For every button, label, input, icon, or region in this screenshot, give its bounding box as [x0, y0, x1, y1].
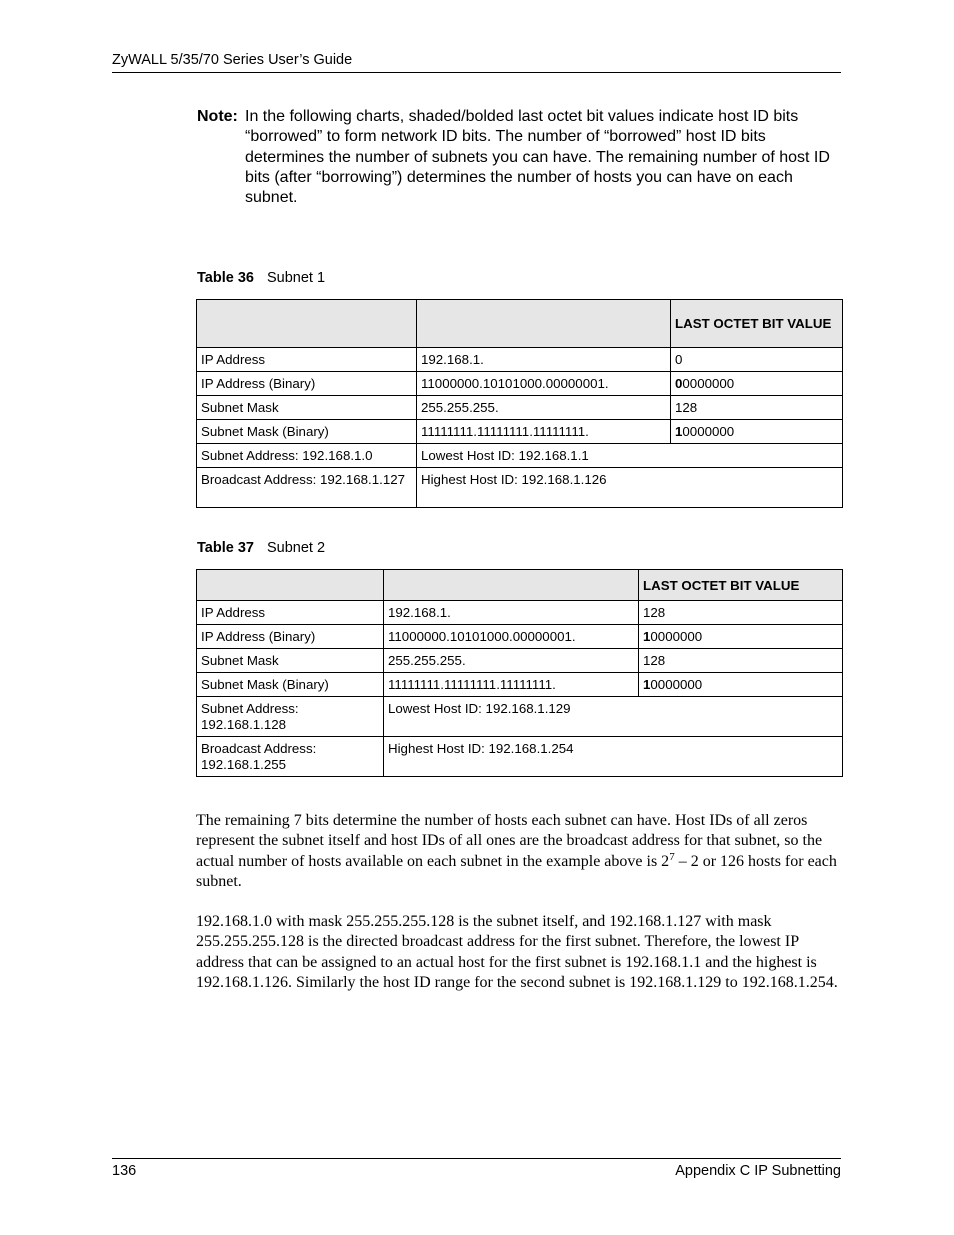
last-octet-value: 0000000	[682, 376, 735, 391]
broadcast-address-cell: Broadcast Address: 192.168.1.127	[197, 468, 417, 508]
page-number: 136	[112, 1163, 137, 1179]
lowest-host-cell: Lowest Host ID: 192.168.1.1	[417, 444, 843, 468]
row-value: 255.255.255.	[384, 649, 639, 673]
row-value: 11111111.11111111.11111111.	[417, 420, 671, 444]
last-octet-cell	[639, 601, 843, 625]
row-label: Subnet Mask	[197, 396, 417, 420]
table-row	[197, 601, 843, 625]
header-last-octet: LAST OCTET BIT VALUE	[671, 300, 843, 348]
last-octet-cell	[671, 372, 843, 396]
table-37-title: Subnet 2	[266, 540, 326, 556]
last-octet-value: 128	[643, 605, 666, 620]
last-octet-cell	[671, 396, 843, 420]
borrowed-bit: 1	[643, 677, 651, 692]
last-octet-value: 0000000	[682, 424, 735, 439]
page-footer	[112, 1158, 841, 1179]
lowest-host-cell: Lowest Host ID: 192.168.1.129	[384, 697, 843, 737]
hosts-paragraph-text: The remaining 7 bits determine the number of hosts each subnet can have. Host IDs of all zeros represent the subnet itself and host IDs of all ones are the broadcast address for that subnet, so the actual number of hosts available on each subnet in the example above is 2	[196, 812, 823, 870]
header-last-octet: LAST OCTET BIT VALUE	[639, 570, 843, 601]
last-octet-cell	[639, 649, 843, 673]
highest-host-cell: Highest Host ID: 192.168.1.254	[384, 737, 843, 777]
borrowed-bit: 1	[675, 424, 683, 439]
table-37-number: Table 37	[197, 540, 254, 556]
table-row	[197, 444, 843, 468]
row-label: IP Address	[197, 348, 417, 372]
table-row	[197, 396, 843, 420]
last-octet-value: 0	[675, 352, 683, 367]
table-row	[197, 649, 843, 673]
table-row	[197, 673, 843, 697]
row-value: 11111111.11111111.11111111.	[384, 673, 639, 697]
table-36-title: Subnet 1	[266, 270, 326, 286]
table-36-caption	[197, 270, 325, 287]
last-octet-value: 0000000	[650, 677, 703, 692]
last-octet-value: 128	[675, 400, 698, 415]
guide-title: ZyWALL 5/35/70 Series User’s Guide	[112, 52, 353, 68]
last-octet-value: 0000000	[650, 629, 703, 644]
last-octet-cell	[671, 420, 843, 444]
note-text: In the following charts, shaded/bolded last octet bit values indicate host ID bits “borrowed” to form network ID bits. The number of “borrowed” host ID bits determines the number of subnets you can have. The remaining number of host ID bits (after “borrowing”) determines the number of hosts you can have on each subnet.	[245, 108, 830, 207]
borrowed-bit: 1	[643, 629, 651, 644]
row-label: IP Address (Binary)	[197, 625, 384, 649]
table-row	[197, 468, 843, 508]
last-octet-cell	[639, 625, 843, 649]
running-header	[112, 52, 841, 73]
row-label: Subnet Mask	[197, 649, 384, 673]
highest-host-cell: Highest Host ID: 192.168.1.126	[417, 468, 843, 508]
header-cell-empty	[417, 300, 671, 348]
table-row	[197, 348, 843, 372]
table-37-caption	[197, 540, 325, 557]
exponent: 7	[669, 850, 675, 863]
row-label: Subnet Mask (Binary)	[197, 673, 384, 697]
borrowed-bit: 0	[675, 376, 683, 391]
note-label: Note:	[197, 108, 238, 125]
row-value: 192.168.1.	[384, 601, 639, 625]
row-value: 255.255.255.	[417, 396, 671, 420]
broadcast-address-cell: Broadcast Address: 192.168.1.255	[197, 737, 384, 777]
table-row	[197, 420, 843, 444]
table-row	[197, 372, 843, 396]
table-row	[197, 625, 843, 649]
hosts-paragraph	[196, 811, 844, 892]
hosts-paragraph-text-end: – 2 or 126 hosts for each subnet.	[196, 852, 837, 890]
table-36-number: Table 36	[197, 270, 254, 286]
last-octet-cell	[639, 673, 843, 697]
row-value: 192.168.1.	[417, 348, 671, 372]
header-cell-empty	[384, 570, 639, 601]
table-header-row	[197, 570, 843, 601]
row-value: 11000000.10101000.00000001.	[384, 625, 639, 649]
header-cell-empty	[197, 570, 384, 601]
row-label: IP Address	[197, 601, 384, 625]
table-37-subnet-2	[196, 569, 843, 777]
header-cell-empty	[197, 300, 417, 348]
last-octet-value: 128	[643, 653, 666, 668]
subnet-address-cell: Subnet Address: 192.168.1.0	[197, 444, 417, 468]
table-row	[197, 737, 843, 777]
table-header-row	[197, 300, 843, 348]
subnet-range-paragraph: 192.168.1.0 with mask 255.255.255.128 is the subnet itself, and 192.168.1.127 with mask 255.255.255.128 is the directed broadcast address for the first subnet. Therefore, the lowest IP address that can be assigned to an actual host for the first subnet is 192.168.1.1 and the highest is 192.168.1.126. Similarly the host ID range for the second subnet is 192.168.1.129 to 192.168.1.254.	[196, 913, 838, 991]
table-36-subnet-1	[196, 299, 843, 508]
row-value: 11000000.10101000.00000001.	[417, 372, 671, 396]
section-title: Appendix C IP Subnetting	[675, 1163, 841, 1179]
row-label: IP Address (Binary)	[197, 372, 417, 396]
note-block	[197, 107, 842, 208]
row-label: Subnet Mask (Binary)	[197, 420, 417, 444]
last-octet-cell	[671, 348, 843, 372]
table-row	[197, 697, 843, 737]
subnet-address-cell: Subnet Address: 192.168.1.128	[197, 697, 384, 737]
